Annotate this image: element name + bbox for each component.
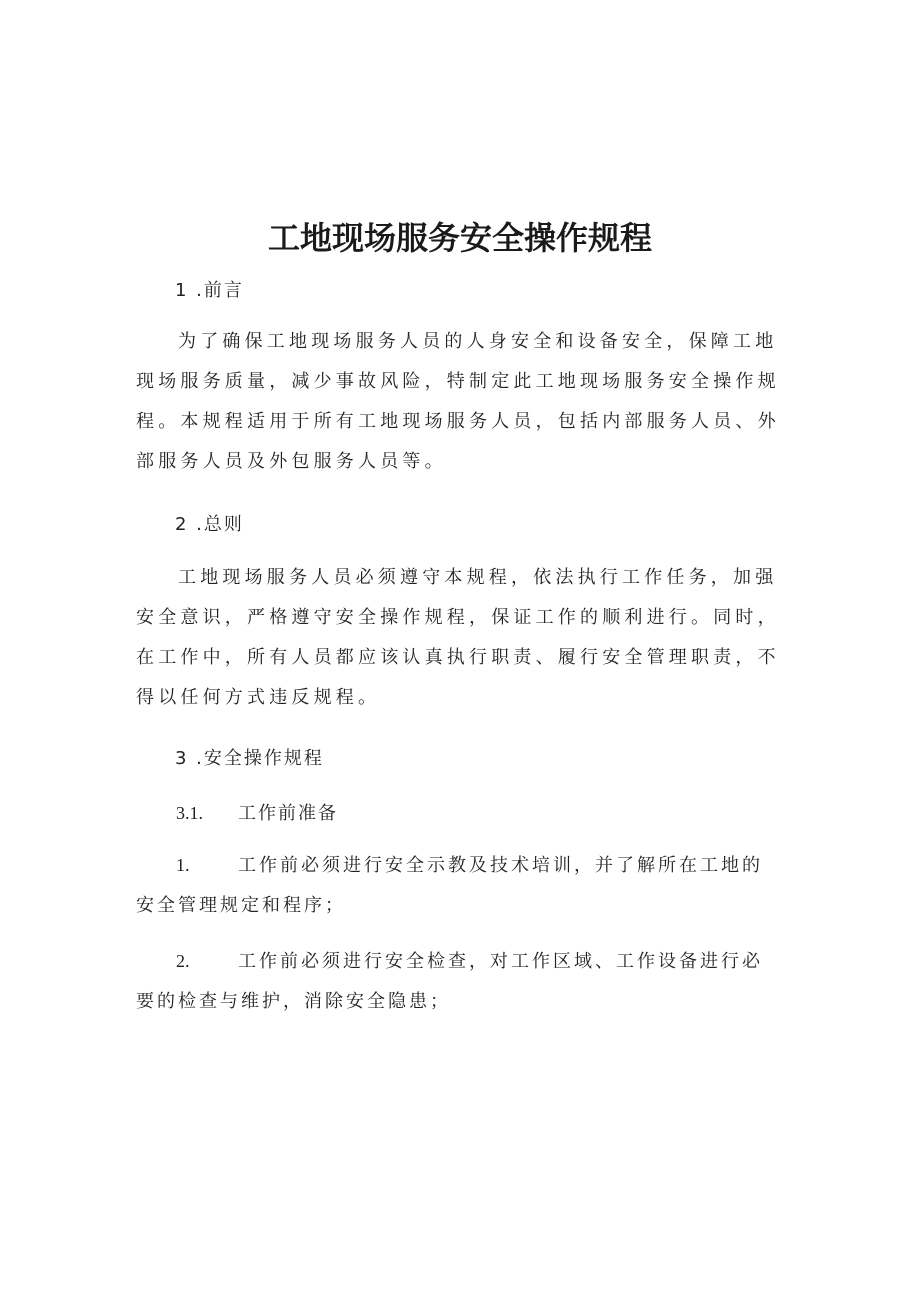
section-body-preface: 为了确保工地现场服务人员的人身安全和设备安全，保障工地现场服务质量，减少事故风险，特制定此工地现场服务安全操作规程。本规程适用于所有工地现场服务人员，包括内部服务人员、外部服务人员及外包服务人员等。 — [136, 331, 780, 472]
list-item-line2: 安全管理规定和程序； — [136, 895, 346, 916]
list-item-number: 1. — [176, 855, 190, 875]
subsection-heading — [176, 798, 338, 829]
document-title: 工地现场服务安全操作规程 — [267, 219, 652, 257]
section-heading-preface: 1 .前言 — [175, 280, 244, 301]
list-item-line1: 工作前必须进行安全示教及技术培训，并了解所在工地的 — [238, 855, 763, 876]
list-item — [136, 845, 796, 926]
section-heading-safety-procedures: 3 .安全操作规程 — [175, 748, 324, 769]
section-body-general: 工地现场服务人员必须遵守本规程，依法执行工作任务，加强安全意识，严格遵守安全操作规程，保证工作的顺利进行。同时，在工作中，所有人员都应该认真执行职责、履行安全管理职责，不得以任何方式违反规程。 — [136, 567, 780, 708]
list-item-line2: 要的检查与维护，消除安全隐患； — [136, 991, 451, 1012]
subsection-number: 3.1. — [176, 803, 203, 823]
list-item-line1: 工作前必须进行安全检查，对工作区域、工作设备进行必 — [238, 951, 763, 972]
list-item-number: 2. — [176, 951, 190, 971]
section-heading-general: 2 .总则 — [175, 514, 244, 535]
list-item — [136, 941, 796, 1022]
subsection-label: 工作前准备 — [238, 803, 338, 824]
